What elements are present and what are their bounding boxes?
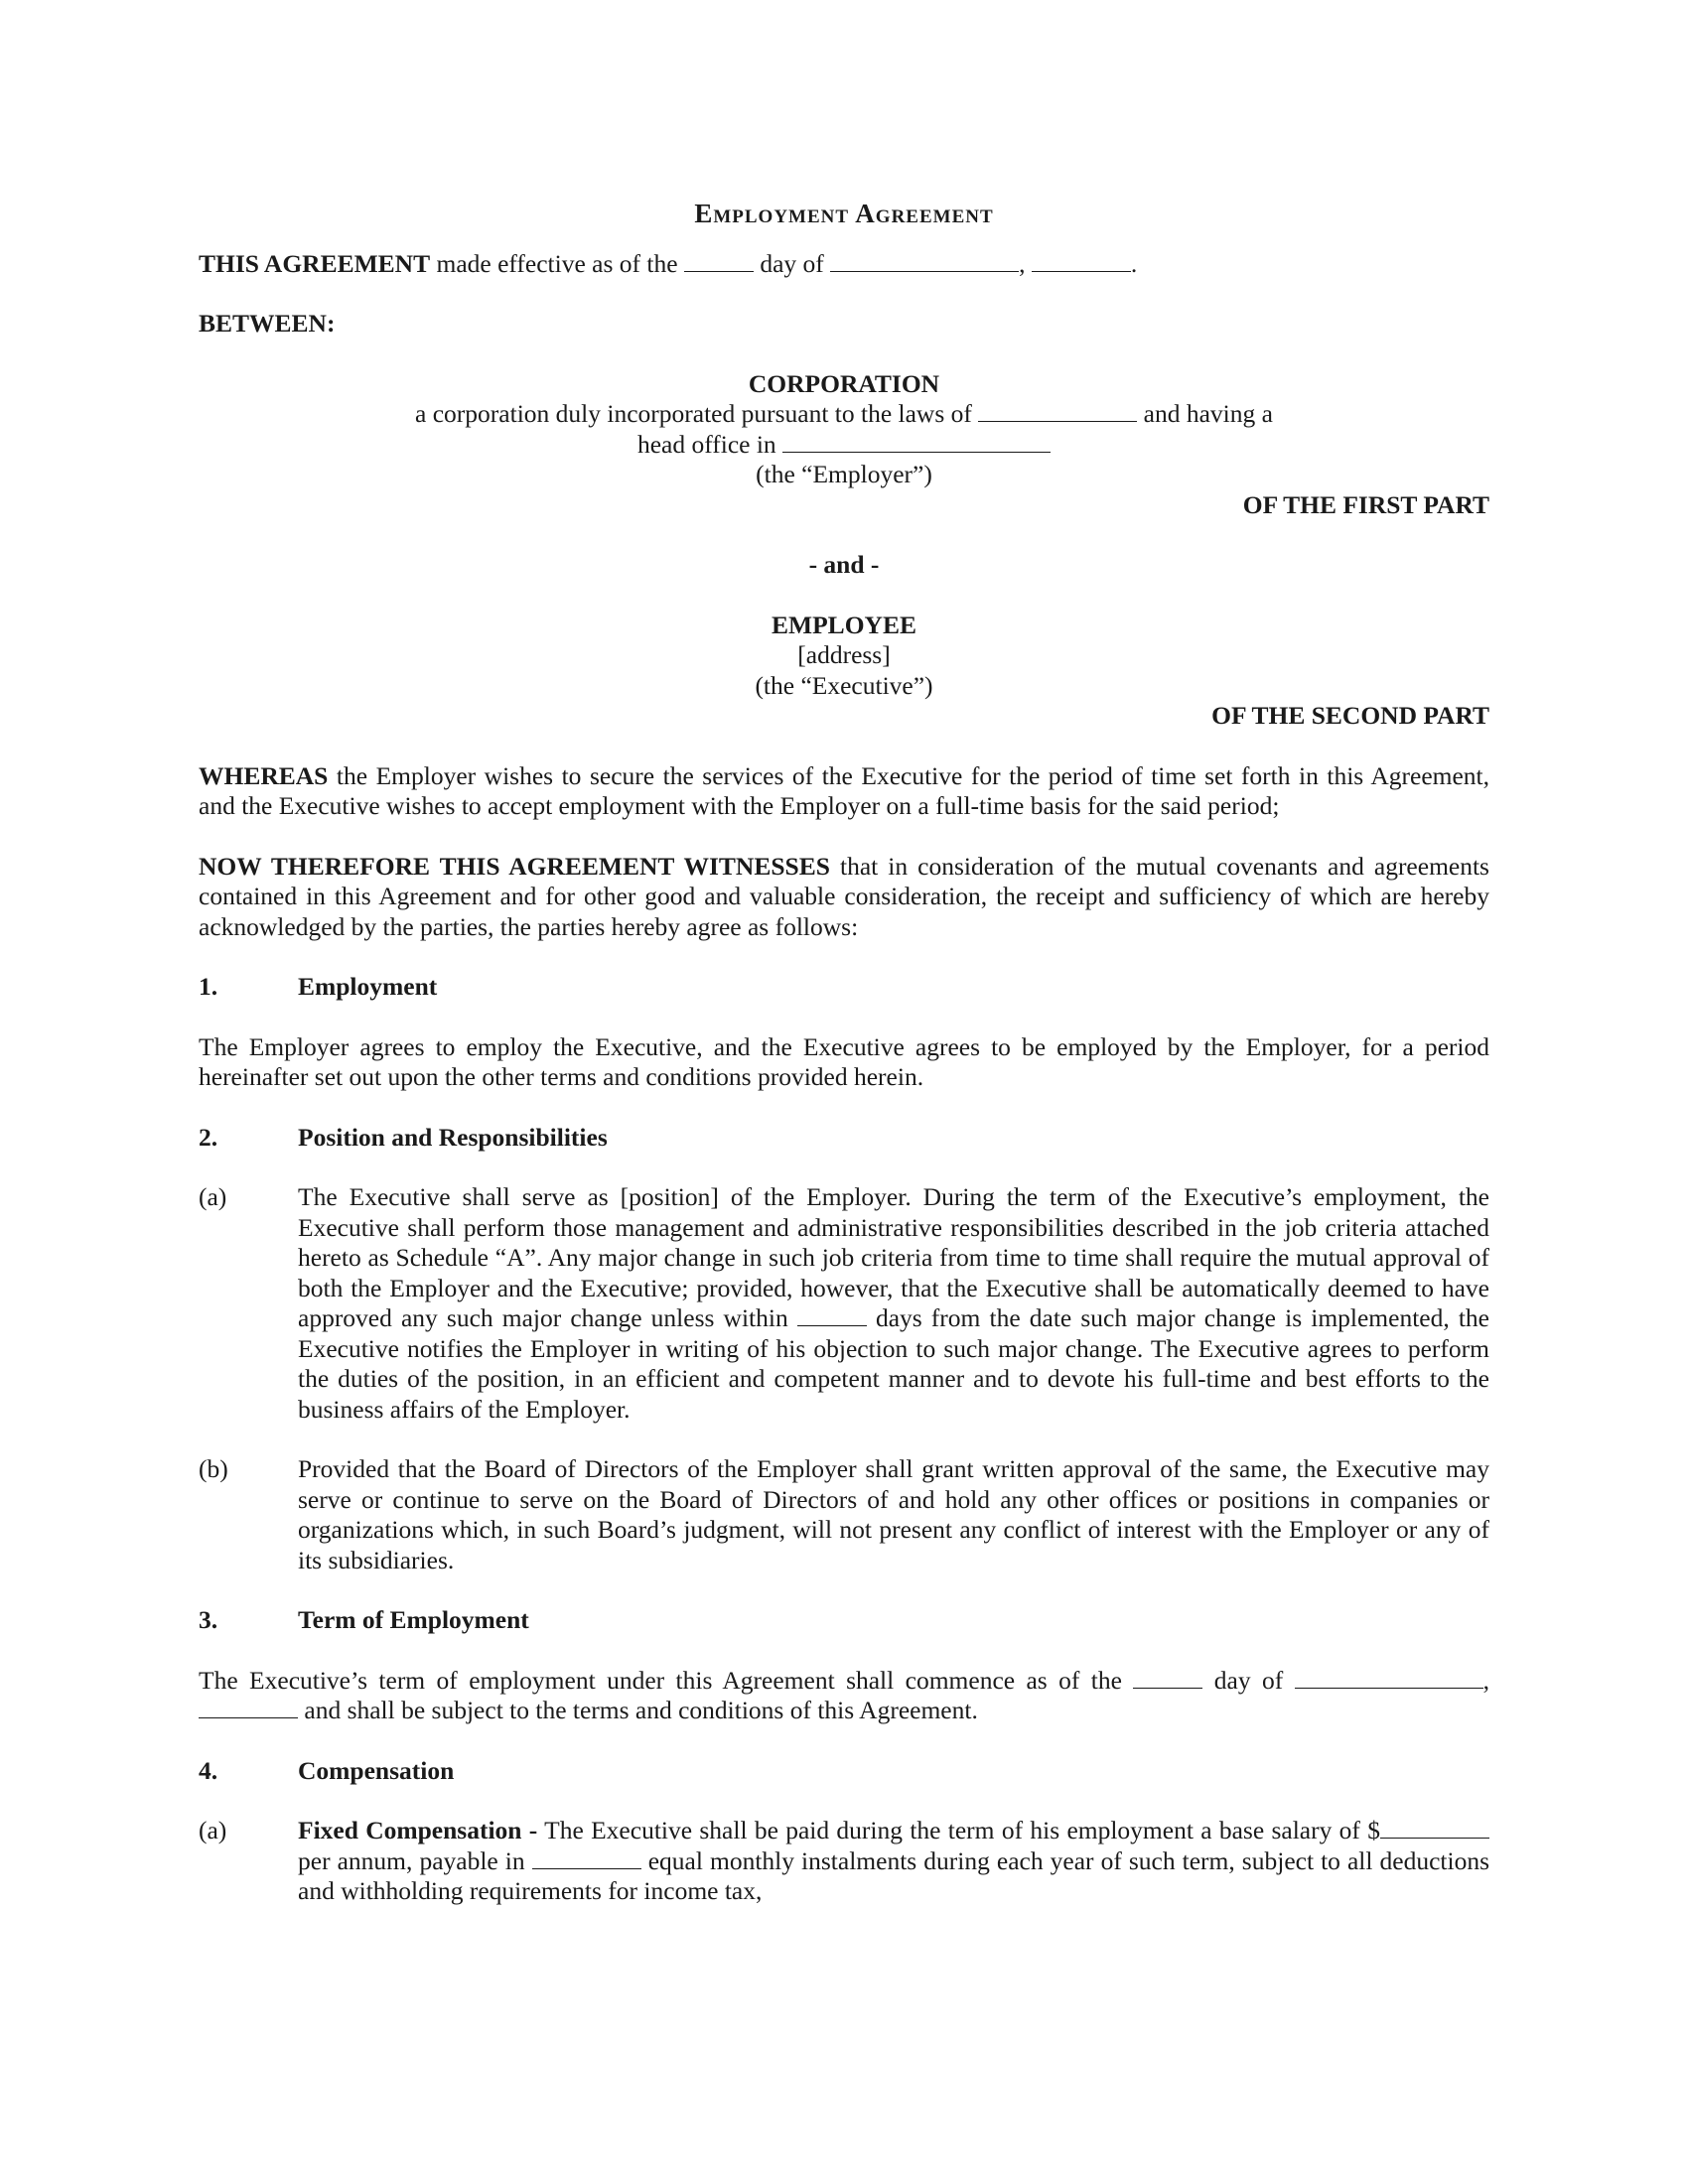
section-2b-text: Provided that the Board of Directors of the Employer shall grant written approval of the same, the Executive may serve or continue to serve on the Board of Directors of and hold any other offices or positions in companies or organizations which, in such Board’s judgment, will not present any conflict of interest with the Employer or any of its subsidiaries. — [298, 1454, 1489, 1574]
party2-alias: (the “Executive”) — [755, 670, 933, 700]
party2-part: OF THE SECOND PART — [1211, 701, 1489, 730]
month-blank[interactable] — [830, 249, 1019, 272]
whereas-paragraph: WHEREAS the Employer wishes to secure the services of the Executive for the period of time set forth in this Agreement, and the Executive wishes to accept employment with the Employer on a full-time basis for the said period; — [199, 760, 1489, 820]
section-3-heading: 3. Term of Employment — [199, 1605, 529, 1634]
commence-year-blank[interactable] — [199, 1696, 298, 1718]
commence-day-blank[interactable] — [1133, 1666, 1202, 1689]
day-blank[interactable] — [684, 249, 754, 272]
now-therefore-paragraph: NOW THEREFORE THIS AGREEMENT WITNESSES that in consideration of the mutual covenants and agreements contained in this Agreement and for other good and valuable consideration, the receipt and sufficiency of which are hereby acknowledged by the parties, the parties hereby agree as follows: — [199, 851, 1489, 941]
salary-blank[interactable] — [1380, 1816, 1489, 1839]
jurisdiction-blank[interactable] — [978, 399, 1137, 422]
section-2-heading: 2. Position and Responsibilities — [199, 1122, 608, 1152]
head-office-blank[interactable] — [782, 430, 1051, 453]
section-2a-text: The Executive shall serve as [position] of the Employer. During the term of the Executive’s employment, the Executive shall perform those management and administrative responsibilities described in the job criteria attached hereto as Schedule “A”. Any major change in such job criteria from time to time shall require the mutual approval of both the Employer and the Executive; provided, however, that the Executive shall be automatically deemed to have approved any such major change unless within days from the date such major change is implemented, the Executive notifies the Employer in writing of his objection to such major change. The Executive agrees to perform the duties of the position, in an efficient and competent manner and to devote his full-time and best efforts to the business affairs of the Employer. — [298, 1182, 1489, 1424]
section-1-text: The Employer agrees to employ the Executive, and the Executive agrees to be employed by the Employer, for a period hereinafter set out upon the other terms and conditions provided herein. — [199, 1031, 1489, 1091]
document-title: Employment Agreement — [694, 199, 994, 228]
section-2a-label: (a) — [199, 1182, 227, 1211]
year-blank[interactable] — [1032, 249, 1131, 272]
section-1-heading: 1. Employment — [199, 972, 438, 1001]
section-4-heading: 4. Compensation — [199, 1755, 455, 1785]
section-4a — [199, 1816, 1489, 1907]
party2-address: [address] — [797, 640, 891, 669]
objection-days-blank[interactable] — [797, 1303, 867, 1326]
section-4a-label: (a) — [199, 1816, 227, 1844]
party1-jurisdiction-line: a corporation duly incorporated pursuant to the laws of and having a — [415, 399, 1273, 428]
document-page — [199, 199, 1489, 1907]
section-2a — [199, 1182, 1489, 1425]
party1-part: OF THE FIRST PART — [1242, 489, 1489, 519]
instalments-blank[interactable] — [532, 1846, 641, 1869]
party2-name: EMPLOYEE — [772, 610, 916, 639]
party1-name: CORPORATION — [748, 368, 940, 398]
section-3-text: The Executive’s term of employment under this Agreement shall commence as of the day of , and shall be subject to the terms and conditions of this Agreement. — [199, 1665, 1489, 1724]
intro-paragraph: THIS AGREEMENT made effective as of the day of , . — [199, 248, 1138, 278]
and-separator: - and - — [808, 550, 880, 579]
between-label: BETWEEN: — [199, 309, 336, 338]
section-2b — [199, 1454, 1489, 1575]
party1-alias: (the “Employer”) — [756, 460, 932, 488]
party1-office-line: head office in — [199, 430, 1489, 461]
intro-lead: THIS AGREEMENT — [199, 248, 431, 278]
section-2b-label: (b) — [199, 1454, 228, 1483]
section-4a-text: Fixed Compensation - The Executive shall be paid during the term of his employment a base salary of $ per annum, payable in equal monthly instalments during each year of such term, subject to all deductions and withholding requirements for income tax, — [298, 1816, 1489, 1905]
commence-month-blank[interactable] — [1295, 1666, 1483, 1689]
